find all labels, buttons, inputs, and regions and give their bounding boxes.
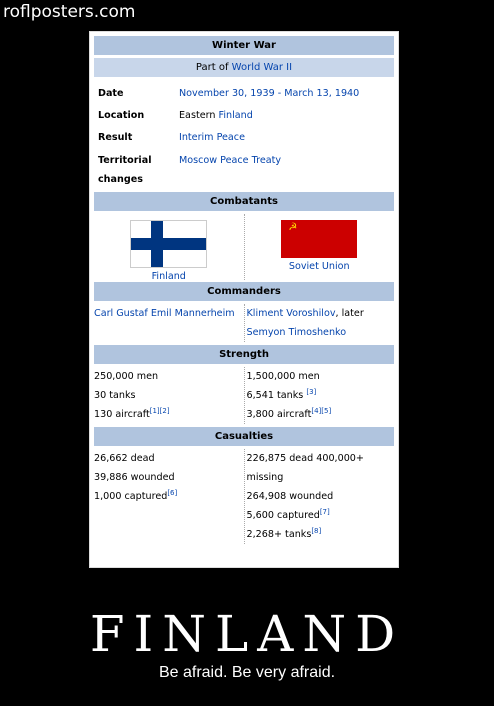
finland-link[interactable]: Finland [218, 110, 253, 121]
timoshenko-link[interactable]: Semyon Timoshenko [246, 327, 347, 338]
casualties-finland [94, 449, 245, 544]
hammer-sickle-icon: ☭ [288, 222, 298, 233]
territorial-value[interactable]: Moscow Peace Treaty [179, 155, 282, 166]
reference-link[interactable]: [3] [306, 387, 317, 396]
casualties-header: Casualties [94, 427, 394, 446]
poster-tagline: Be afraid. Be very afraid. [158, 664, 336, 681]
strength-item: 30 tanks [94, 390, 136, 401]
reference-link[interactable]: [6] [167, 488, 178, 497]
reference-link[interactable]: [4][5] [311, 406, 332, 415]
territorial-label [94, 149, 179, 189]
casualties-row [94, 449, 394, 544]
reference-link[interactable]: [7] [319, 507, 330, 516]
strength-header: Strength [94, 345, 394, 364]
territorial-label-line2: changes [98, 174, 143, 185]
location-row [94, 105, 394, 127]
watermark: roflposters.com [3, 2, 136, 22]
finland-flag-icon[interactable] [130, 220, 207, 268]
casualty-item: 5,600 captured[7] [246, 507, 330, 521]
strength-finland [94, 367, 245, 424]
commanders-header: Commanders [94, 282, 394, 301]
world-war-ii-link[interactable]: World War II [231, 62, 293, 73]
location-prefix: Eastern [179, 110, 216, 121]
combatants-row [94, 214, 394, 282]
voroshilov-link[interactable]: Kliment Voroshilov [246, 308, 336, 319]
casualty-item: 26,662 dead [94, 453, 155, 464]
mannerheim-link[interactable]: Carl Gustaf Emil Mannerheim [94, 308, 235, 319]
date-label: Date [98, 88, 124, 99]
infobox-title: Winter War [94, 36, 394, 55]
casualty-item: 2,268+ tanks[8] [246, 526, 322, 540]
poster-frame [89, 31, 399, 568]
result-row [94, 127, 394, 149]
combatant-soviet [245, 214, 395, 280]
finland-combatant-link[interactable]: Finland [151, 271, 186, 282]
location-value [179, 105, 394, 127]
territorial-row [94, 149, 394, 189]
location-label: Location [98, 110, 145, 121]
result-label: Result [98, 132, 133, 143]
date-row [94, 83, 394, 105]
part-of-row [94, 58, 394, 77]
later-text: , later [335, 308, 364, 319]
casualties-soviet [245, 449, 395, 544]
date-value[interactable]: November 30, 1939 - March 13, 1940 [179, 88, 360, 99]
commanders-soviet [245, 304, 395, 342]
strength-row [94, 367, 394, 424]
casualty-item: 226,875 dead 400,000+ [246, 453, 364, 464]
reference-link[interactable]: [1][2] [149, 406, 170, 415]
casualty-item: 1,000 captured[6] [94, 488, 178, 502]
commanders-finland [94, 304, 245, 342]
strength-item: 3,800 aircraft[4][5] [246, 406, 332, 420]
commanders-row [94, 304, 394, 342]
combatant-finland [94, 214, 245, 280]
territorial-label-line1: Territorial [98, 155, 152, 166]
strength-item: 1,500,000 men [246, 371, 320, 382]
reference-link[interactable]: [8] [311, 526, 322, 535]
strength-soviet [245, 367, 395, 424]
soviet-flag-icon[interactable] [281, 220, 357, 258]
strength-item: 130 aircraft[1][2] [94, 406, 170, 420]
part-of-prefix: Part of [195, 62, 229, 73]
combatants-header: Combatants [94, 192, 394, 211]
strength-item: 6,541 tanks [3] [246, 387, 317, 401]
soviet-union-link[interactable]: Soviet Union [288, 261, 350, 272]
casualty-item: 39,886 wounded [94, 472, 175, 483]
casualty-item: 264,908 wounded [246, 491, 334, 502]
strength-item: 250,000 men [94, 371, 159, 382]
result-value[interactable]: Interim Peace [179, 132, 245, 143]
voroshilov-line [245, 304, 395, 323]
poster-title: FINLAND [89, 605, 405, 663]
infobox [94, 36, 394, 544]
casualty-item: missing [246, 472, 284, 483]
